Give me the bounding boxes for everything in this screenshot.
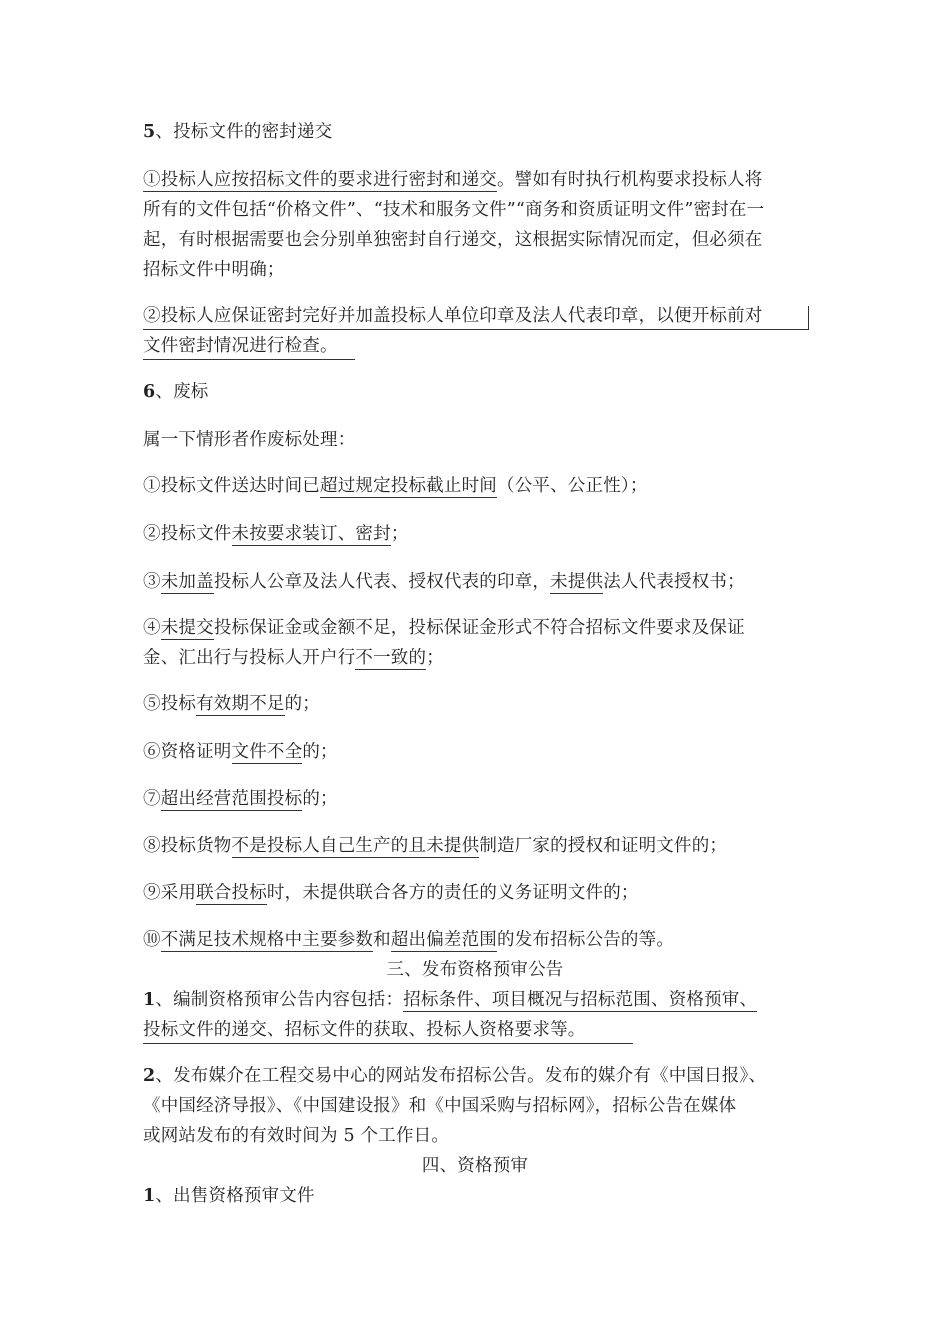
section-number: 2 xyxy=(143,1066,156,1086)
list-item-4-line-2 xyxy=(143,644,843,672)
text-span: 和 xyxy=(373,930,391,950)
section-number: 6 xyxy=(143,382,156,402)
section-3-heading: 三、发布资格预审公告 xyxy=(386,960,564,980)
text-span: 、编制资格预审公告内容包括： xyxy=(155,990,404,1010)
para-2-line-1: ②投标人应保证密封完好并加盖投标人单位印章及法人代表印章，以便开标前对 xyxy=(143,306,763,326)
underline-rule xyxy=(143,1043,633,1044)
section-6-heading xyxy=(143,378,843,406)
text-span: 、出售资格预审文件 xyxy=(155,1186,315,1206)
section-title: 、投标文件的密封递交 xyxy=(155,122,333,142)
text-span: 的； xyxy=(302,742,338,762)
underlined-text: 未提交 xyxy=(160,618,214,638)
underlined-text: 不满足技术规格中主要参数 xyxy=(160,930,374,950)
underlined-text: 不一致的 xyxy=(355,648,427,668)
list-item-1 xyxy=(143,472,843,500)
underlined-text: 超出经营范围投标 xyxy=(160,789,303,809)
list-item-7 xyxy=(143,785,843,813)
list-item-3 xyxy=(143,568,843,596)
text-span: （公平、公正性）； xyxy=(497,476,648,496)
section-5-heading xyxy=(143,118,843,146)
list-item-5 xyxy=(143,690,843,718)
underline-rule xyxy=(143,359,355,360)
text-span: 法人代表授权书； xyxy=(603,572,745,592)
text-span: 时，未提供联合各方的责任的义务证明文件的； xyxy=(266,883,639,903)
text-span: ①投标文件送达时间已 xyxy=(143,476,320,496)
text-span: ； xyxy=(390,524,409,544)
list-item-8 xyxy=(143,832,843,860)
text-span: ⑧投标货物 xyxy=(143,836,232,856)
underlined-text: 超过规定投标截止时间 xyxy=(320,476,497,496)
underlined-text: 未加盖 xyxy=(160,572,214,592)
section-title: 、废标 xyxy=(155,382,209,402)
text-span: 的； xyxy=(284,694,321,714)
list-item-9 xyxy=(143,879,843,907)
para-1-line-1 xyxy=(143,166,843,194)
item-3-2-line-1 xyxy=(143,1062,843,1090)
para-1-line-3: 起，有时根据需要也会分别单独密封自行递交，这根据实际情况而定，但必须在 xyxy=(143,230,763,250)
text-span: 金、汇出行与投标人开户行 xyxy=(143,648,356,668)
item-3-1-line-1 xyxy=(143,986,843,1014)
underlined-text: 未按要求装订、密封 xyxy=(231,524,391,544)
list-item-10 xyxy=(143,926,843,954)
text-span: ； xyxy=(426,648,444,668)
underline-rule xyxy=(143,329,809,330)
para-1-line-2: 所有的文件包括“价格文件”、“技术和服务文件”“商务和资质证明文件”密封在一 xyxy=(143,200,765,220)
section-4-heading: 四、资格预审 xyxy=(421,1156,529,1176)
text-span: ③ xyxy=(143,572,161,592)
intro-text: 属一下情形者作废标处理： xyxy=(143,430,356,450)
text-span: ⑩ xyxy=(143,930,161,950)
underlined-text: 超出偏差范围 xyxy=(390,930,498,950)
para-2-line-2: 文件密封情况进行检查。 xyxy=(143,336,338,356)
section-number: 1 xyxy=(143,990,156,1010)
text-span: 、发布媒介在工程交易中心的网站发布招标公告。发布的媒介有《中国日报》、 xyxy=(155,1066,767,1086)
underlined-text: 文件不全 xyxy=(231,742,303,762)
item-3-2-line-3: 或网站发布的有效时间为 5 个工作日。 xyxy=(143,1126,450,1146)
text-span: 。譬如有时执行机构要求投标人将 xyxy=(497,170,763,190)
text-span: ⑥资格证明 xyxy=(143,742,232,762)
text-span: ⑦ xyxy=(143,789,161,809)
list-item-6 xyxy=(143,738,843,766)
underlined-text: 有效期不足 xyxy=(196,694,285,714)
text-span: ⑤投标 xyxy=(143,694,197,714)
text-span: 投标人公章及法人代表、授权代表的印章， xyxy=(213,572,551,592)
text-span: 制造厂家的授权和证明文件的； xyxy=(479,836,728,856)
section-number: 1 xyxy=(143,1186,156,1206)
item-3-1-line-2: 投标文件的递交、招标文件的获取、投标人资格要求等。 xyxy=(143,1020,586,1040)
para-1-line-4: 招标文件中明确； xyxy=(143,260,285,280)
text-span: 投标保证金或金额不足，投标保证金形式不符合招标文件要求及保证 xyxy=(213,618,745,638)
underlined-text: 联合投标 xyxy=(196,883,267,903)
list-item-2 xyxy=(143,520,843,548)
underlined-text: 不是投标人自己生产的且未提供 xyxy=(231,836,480,856)
text-span: 的发布招标公告的等。 xyxy=(497,930,675,950)
text-span: ④ xyxy=(143,618,161,638)
underlined-text: ①投标人应按招标文件的要求进行密封和递交 xyxy=(143,170,497,190)
item-4-1 xyxy=(143,1182,843,1210)
text-span: ②投标文件 xyxy=(143,524,232,544)
item-3-2-line-2: 《中国经济导报》、《中国建设报》和《中国采购与招标网》，招标公告在媒体 xyxy=(143,1096,737,1116)
margin-mark xyxy=(808,306,809,330)
text-span: 的； xyxy=(302,789,338,809)
underlined-text: 招标条件、项目概况与招标范围、资格预审、 xyxy=(403,990,758,1010)
section-number: 5 xyxy=(143,122,156,142)
underlined-text: 未提供 xyxy=(550,572,604,592)
list-item-4-line-1 xyxy=(143,614,843,642)
text-span: ⑨采用 xyxy=(143,883,197,903)
